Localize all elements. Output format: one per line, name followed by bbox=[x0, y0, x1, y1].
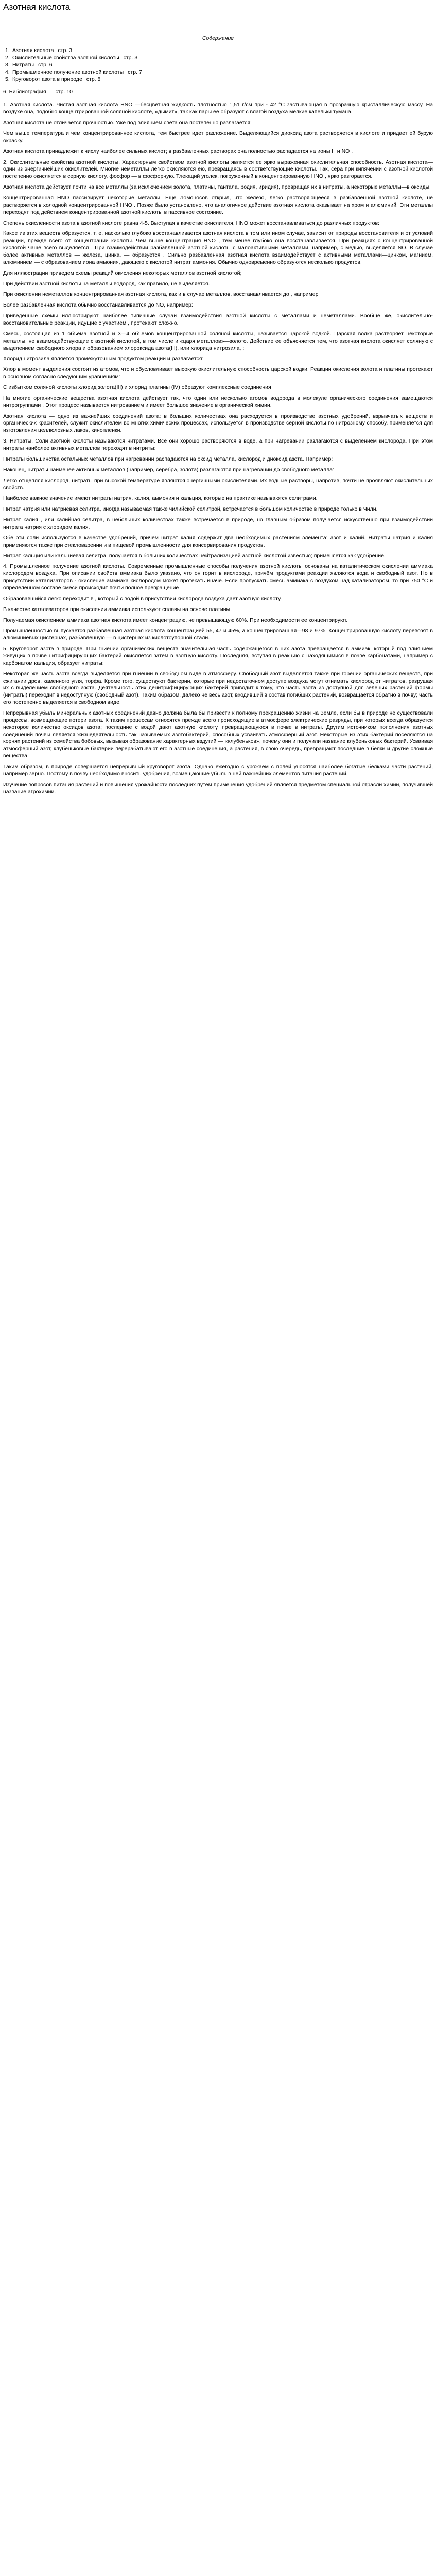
paragraph: Хлорид нитрозила является промежуточным продуктом реакции и разлагается: bbox=[3, 355, 204, 362]
page-title: Азотная кислота bbox=[3, 2, 71, 12]
paragraph: Таким образом, в природе совершается непрерывный круговорот азота. Однако ежегодно с урожаем с полей уносятся наиболее богатые белками части растений, например зерно. Поэтому в почву необходимо вносить удобрения, возмещающие убыль в ней важнейших элементов питания растений. bbox=[3, 764, 433, 777]
toc-item[interactable]: 4. Промышленное получение азотной кислоты стр. 7 bbox=[5, 69, 142, 75]
paragraph: 4. Промышленное получение азотной кислоты. Современные промышленные способы получения азотной кислоты основаны на каталитическом окислении аммиака кислородом воздуха. При описании свойств аммиака было указано, что он горит в кислороде, причём продуктами реакции являются вода и свободный азот. Но в присутствии катализаторов - окисление аммиака кислородом может протекать иначе. Если пропускать смесь аммиака с воздухом над катализатором, то при 750 °C и определенном составе смеси происходит почти полное превращение bbox=[3, 563, 433, 591]
paragraph: Непрерывная убыль минеральных азотных соединений давно должна была бы привести к полному прекращению жизни на Земле, если бы в природе не существовали процессы, возмещающие потери азота. К таким процессам относятся прежде всего происходящие в атмосфере электрические разряды, при которых всегда образуется некоторое количество оксидов азота; последние с водой дают азотную кислоту, превращающуюся в почве в нитраты. Другим источником пополнения азотных соединений почвы является жизнедеятельность так называемых азотобактерий, способных усваивать атмосферный азот. Некоторые из этих бактерий поселяются на корнях растений из семейства бобовых, вызывая образование характерных вздутий — «клубеньков», почему они и получили название клубеньковых бактерий. Усваивая атмосферный азот, клубеньковые бактерии перерабатывают его в азотные соединения, а растения, в свою очередь, превращают последние в белки и другие сложные вещества. bbox=[3, 709, 433, 759]
bibliography-entry[interactable]: 6. Библиография стр. 10 bbox=[3, 88, 73, 95]
paragraph: Получаемая окислением аммиака азотная кислота имеет концентрацию, не превышающую 60%. При необходимости ее концентрируют. bbox=[3, 617, 348, 623]
paragraph: Образовавшийся легко переходит в , который с водой в присутствии кислорода воздуха дает азотную кислоту. bbox=[3, 595, 282, 602]
paragraph: При окислении неметаллов концентрированная азотная кислота, как и в случае металлов, восстанавливается до , например bbox=[3, 291, 319, 298]
paragraph: Изучение вопросов питания растений и повышения урожайности последних путем применения удобрений является предметом специальной отрасли химии, получившей название агрохимии. bbox=[3, 781, 433, 795]
paragraph: Хлор в момент выделения состоит из атомов, что и обусловливает высокую окислительную способность царской водки. Реакции окисления золота и платины протекают в основном согласно следующим уравнениям: bbox=[3, 366, 433, 380]
paragraph: Более разбавленная кислота обычно восстанавливается до NO, например: bbox=[3, 302, 193, 309]
paragraph: Концентрированная HNO пассивирует некоторые металлы. Еще Ломоносов открыл, что железо, легко растворяющееся в разбавленной азотной кислоте, не растворяется в холодной концентрированной HNO . Позже было установлено, что аналогичное действие азотная кислота оказывает на хром и алюминий. Эти металлы переходят под действием концентрированной азотной кислоты в пассивное состояние. bbox=[3, 195, 433, 215]
toc-heading: Содержание bbox=[202, 35, 234, 42]
paragraph: 2. Окислительные свойства азотной кислоты. Характерным свойством азотной кислоты является ее ярко выраженная окислительная способность. Азотная кислота—один из энергичнейших окислителей. Многие неметаллы легко окисляются ею, превращаясь в соответствующие кислоты. Так, сера при кипячении с азотной кислотой постепенно окисляется в серную кислоту, фосфор — в фосфорную. Тлеющий уголек, погруженный в концентрированную HNO , ярко разгорается. bbox=[3, 159, 433, 180]
paragraph: 3. Нитраты. Соли азотной кислоты называются нитратами. Все они хорошо растворяются в воде, а при нагревании разлагаются с выделением кислорода. При этом нитраты наиболее активных металлов переходят в нитриты: bbox=[3, 438, 433, 452]
paragraph: На многие органические вещества азотная кислота действует так, что один или несколько атомов водорода в молекуле органического соединения замещаются нитрогруппами . Этот процесс называется нитрованием и имеет большое значение в органической химии. bbox=[3, 395, 433, 409]
article-body bbox=[3, 101, 433, 795]
paragraph: С избытком соляной кислоты хлорид золота(III) и хлорид платины (IV) образуют комплексные соединения bbox=[3, 384, 271, 391]
paragraph: Нитрат кальция или кальциевая селитра, получается в больших количествах нейтрализацией азотной кислотой известью; применяется как удобрение. bbox=[3, 552, 386, 559]
paragraph: Степень окисленности азота в азотной кислоте равна 4-5. Выступая в качестве окислителя, HNO может восстанавливаться до различных продуктов: bbox=[3, 219, 379, 226]
paragraph: Азотная кислота — одно из важнейших соединений азота: в больших количествах она расходуется в производстве азотных удобрений, взрывчатых веществ и органических красителей, служит окислителем во многих химических процессах, используется в производстве серной кислоты по нитрозному способу, применяется для изготовления целлюлозных лаков, кинопленки. bbox=[3, 413, 433, 434]
toc-item[interactable]: 2. Окислительные свойства азотной кислоты стр. 3 bbox=[5, 55, 138, 61]
document-page bbox=[0, 0, 436, 795]
paragraph: 1. Азотная кислота. Чистая азотная кислота HNO —бесцветная жидкость плотностью 1,51 г/см при - 42 °C застывающая в прозрачную кристаллическую массу. На воздухе она, подобно концентрированной соляной кислоте, «дымит», так как пары ее образуют с влагой воздуха мелкие капельки тумана. bbox=[3, 101, 433, 115]
toc-item[interactable]: 1. Азотная кислота стр. 3 bbox=[5, 47, 73, 54]
paragraph: Для иллюстрации приведем схемы реакций окисления некоторых металлов азотной кислотой; bbox=[3, 269, 242, 276]
paragraph: Приведенные схемы иллюстрируют наиболее типичные случаи взаимодействия азотной кислоты с металлами и неметаллами. Вообще же, окислительно-восстановительные реакции, идущие с участием , протекают сложно. bbox=[3, 313, 433, 327]
paragraph: Нитраты большинства остальных металлов при нагревании распадаются на оксид металла, кислород и диоксид азота. Например: bbox=[3, 455, 333, 462]
paragraph: Нитрат натрия или натриевая селитра, иногда называемая также чилийской селитрой, встречается в большом количестве в природе только в Чили. bbox=[3, 506, 378, 513]
paragraph: Чем выше температура и чем концентрированнее кислота, тем быстрее идет разложение. Выделяющийся диоксид азота растворяется в кислоте и придает ей бурую окраску. bbox=[3, 130, 433, 144]
paragraph: Легко отщепляя кислород, нитраты при высокой температуре являются энергичными окислителями. Их водные растворы, напротив, почти не проявляют окислительных свойств. bbox=[3, 477, 433, 491]
paragraph: Азотная кислота принадлежит к числу наиболее сильных кислот; в разбавленных растворах она полностью распадается на ионы H и NO . bbox=[3, 148, 353, 155]
paragraph: Азотная кислота не отличается прочностью. Уже под влиянием света она постепенно разлагается: bbox=[3, 120, 252, 126]
toc-item[interactable]: 3. Нитраты стр. 6 bbox=[5, 61, 53, 68]
paragraph: Промышленностью выпускается разбавленная азотная кислота концентрацией 55, 47 и 45%, а концентрированная—98 и 97%. Концентрированную кислоту перевозят в алюминиевых цистернах, разбавленную — в цистернах из кислотоупорной стали. bbox=[3, 628, 433, 641]
paragraph: Нитрат калия , или калийная селитра, в небольших количествах также встречается в природе, но главным образом получается искусственно при взаимодействии нитрата натрия с хлоридом калия. bbox=[3, 517, 433, 530]
paragraph: Наиболее важное значение имеют нитраты натрия, калия, аммония и кальция, которые на практике называются селитрами. bbox=[3, 495, 318, 502]
paragraph: При действии азотной кислоты на металлы водород, как правило, не выделяется. bbox=[3, 280, 210, 287]
paragraph: 5. Круговорот азота в природе. При гниении органических веществ значительная часть содержащегося в них азота превращается в аммиак, который под влиянием живущих в почве нитрифицирующих бактерий окисляется затем в азотную кислоту. Последняя, вступая в реакцию с находящимися в почве карбонатами, например с карбонатом кальция, образует нитраты: bbox=[3, 646, 433, 666]
paragraph: В качестве катализаторов при окислении аммиака используют сплавы на основе платины. bbox=[3, 606, 232, 613]
paragraph: Обе эти соли используются в качестве удобрений, причем нитрат калия содержит два необходимых растениям элемента: азот и калий. Нитраты натрия и калия применяются также при стекловарении и в пищевой промышленности для консервирования продуктов. bbox=[3, 534, 433, 548]
toc-item[interactable]: 5. Круговорот азота в природе стр. 8 bbox=[5, 76, 101, 82]
paragraph: Азотная кислота действует почти на все металлы (за исключением золота, платины, тантала, родия, иридия), превращая их в нитраты, а некоторые металлы—в оксиды. bbox=[3, 184, 431, 191]
paragraph: Какое из этих веществ образуется, т. е. насколько глубоко восстанавливается азотная кислота в том или ином случае, зависит от природы восстановителя и от условий реакции, прежде всего от концентрации кислоты. Чем выше концентрация HNO , тем менее глубоко она восстанавливается. При реакциях с концентрированной кислотой чаще всего выделяется . При взаимодействии разбавленной азотной кислоты с малоактивными металлами, например, с медью, выделяется NO. В случае более активных металлов — железа, цинка, — образуется . Сильно разбавленная азотная кислота взаимодействует с активными металлами—цинком, магнием, алюминием — с образованием иона аммония, дающего с кислотой нитрат аммония. Обычно одновременно образуются несколько продуктов. bbox=[3, 230, 433, 265]
paragraph: Наконец, нитраты наименее активных металлов (например, серебра, золота) разлагаются при нагревании до свободного металла: bbox=[3, 466, 334, 473]
paragraph: Некоторая же часть азота всегда выделяется при гниении в свободном виде в атмосферу. Свободный азот выделяется также при горении органических веществ, при сжигании дров, каменного угля, торфа. Кроме того, существуют бактерии, которые при недостаточном доступе воздуха могут отнимать кислород от нитратов, разрушая их с выделением свободного азота. Деятельность этих денитрифицирующих бактерий приводит к тому, что часть азота из доступной для зеленых растений формы (нитраты) переходит в недоступную (свободный азот). Таким образом, далеко не весь азот, входивший в состав погибших растений, возвращается обратно в почву; часть его постепенно выделяется в свободном виде. bbox=[3, 670, 433, 706]
paragraph: Смесь, состоящая из 1 объема азотной и 3—4 объемов концентрированной соляной кислоты, называется царской водкой. Царская водка растворяет некоторые металлы, не взаимодействующие с азотной кислотой, в том числе и «царя металлов»—золото. Действие ее объясняется тем, что азотная кислота окисляет соляную с выделением свободного хлора и образованием хлороксида азота(III), или хлорида нитрозила, : bbox=[3, 330, 433, 351]
table-of-contents bbox=[3, 47, 433, 83]
